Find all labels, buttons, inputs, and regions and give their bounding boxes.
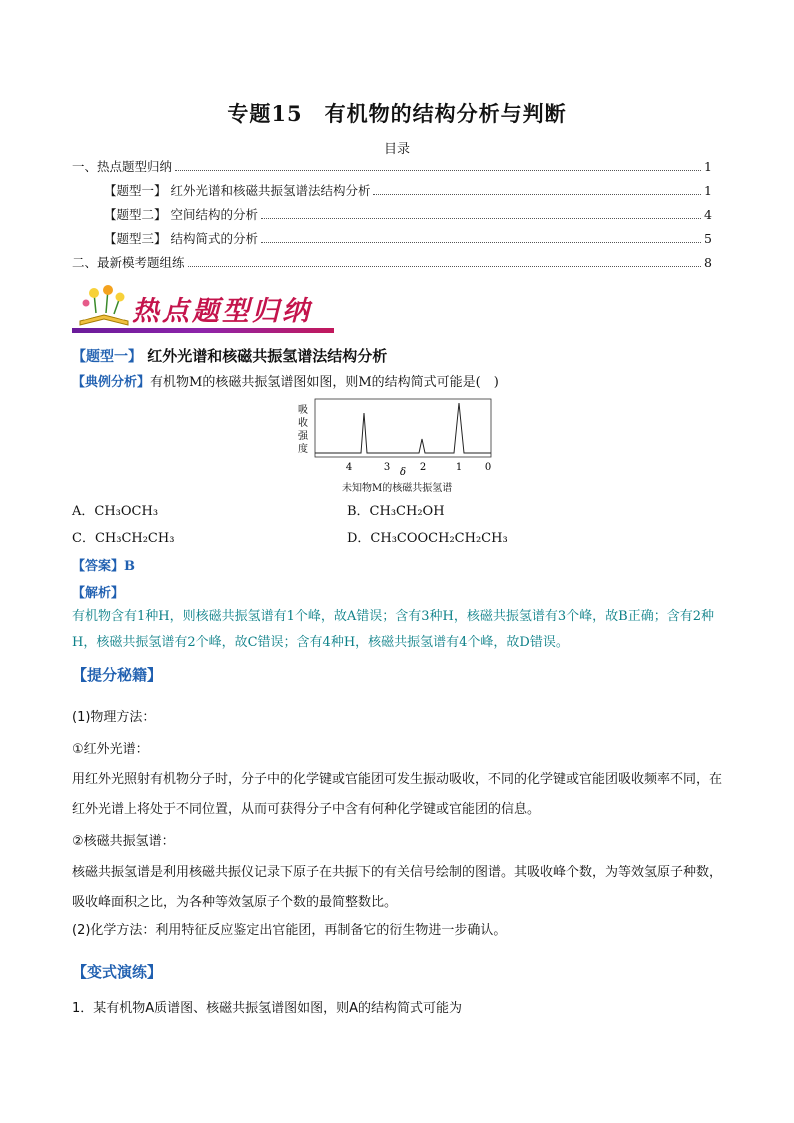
toc-entry[interactable]: 【题型三】 结构简式的分析 5: [104, 231, 712, 246]
option-d[interactable]: D．CH₃COOCH₂CH₂CH₃: [347, 531, 508, 546]
toc-heading: 目录: [383, 142, 410, 157]
analysis-heading: 【解析】: [72, 586, 125, 601]
banner-title: 热点题型归纳: [132, 296, 312, 327]
tips-p6: (2)化学方法：利用特征反应鉴定出官能团，再制备它的衍生物进一步确认。: [72, 923, 507, 938]
spectrum-tick: 4: [345, 462, 353, 473]
table-of-contents: [72, 157, 712, 277]
section-banner: [72, 285, 334, 335]
spectrum-tick: 0: [484, 462, 492, 473]
spectrum-ylabel-char: 度: [298, 444, 308, 455]
page-title: 专题15 有机物的结构分析与判断: [227, 101, 567, 126]
book-flowers-icon: [76, 285, 132, 329]
tips-p2: ①红外光谱：: [72, 742, 149, 757]
banner-underline: [72, 328, 334, 333]
tips-heading: 【提分秘籍】: [72, 666, 163, 684]
tips-p1: (1)物理方法：: [72, 710, 156, 725]
answer-options: [72, 500, 622, 554]
spectrum-trace: [315, 403, 491, 453]
practice-heading: 【变式演练】: [72, 963, 163, 981]
spectrum-ylabel-char: 强: [298, 431, 308, 442]
tips-p3: 用红外光照射有机物分子时，分子中的化学键或官能团可发生振动吸收，不同的化学键或官能团吸收频率不同，在红外光谱上将处于不同位置，从而可获得分子中含有何种化学键或官能团的信息。: [72, 772, 723, 817]
toc-entry[interactable]: 【题型一】 红外光谱和核磁共振氢谱法结构分析 1: [104, 183, 712, 198]
option-b[interactable]: B．CH₃CH₂OH: [347, 504, 445, 519]
tips-p5: 核磁共振氢谱是利用核磁共振仪记录下原子在共振下的有关信号绘制的图谱。其吸收峰个数，为等效氢原子种数，吸收峰面积之比，为各种等效氢原子个数的最简整数比。: [72, 865, 723, 910]
practice-question-1: 1．某有机物A质谱图、核磁共振氢谱图如图，则A的结构简式可能为: [72, 1001, 463, 1016]
spectrum-tick: 3: [383, 462, 391, 473]
spectrum-caption: 未知物M的核磁共振氢谱: [342, 483, 453, 494]
spectrum-ylabel-char: 吸: [298, 405, 308, 416]
answer-label: 【答案】B: [72, 559, 135, 574]
option-c[interactable]: C．CH₃CH₂CH₃: [72, 531, 175, 546]
example-question: 【典例分析】有机物M的核磁共振氢谱图如图，则M的结构简式可能是( ): [72, 375, 499, 390]
spectrum-tick: 1: [455, 462, 463, 473]
option-a[interactable]: A．CH₃OCH₃: [72, 504, 159, 519]
toc-entry[interactable]: 一、热点题型归纳 1: [72, 159, 712, 174]
toc-entry[interactable]: 二、最新模考题组练 8: [72, 255, 712, 270]
tips-p4: ②核磁共振氢谱：: [72, 834, 175, 849]
spectrum-ylabel-char: 收: [298, 418, 308, 429]
spectrum-delta: δ: [399, 467, 407, 478]
spectrum-frame: [315, 399, 491, 457]
section-heading: 【题型一】 红外光谱和核磁共振氢谱法结构分析: [72, 347, 388, 365]
analysis-text: 有机物含有1种H，则核磁共振氢谱有1个峰，故A错误；含有3种H，核磁共振氢谱有3个峰，故B正确；含有2种H，核磁共振氢谱有2个峰，故C错误；含有4种H，核磁共振氢谱有4个峰，故D错误。: [72, 609, 714, 650]
toc-entry[interactable]: 【题型二】 空间结构的分析 4: [104, 207, 712, 222]
spectrum-tick: 2: [419, 462, 427, 473]
